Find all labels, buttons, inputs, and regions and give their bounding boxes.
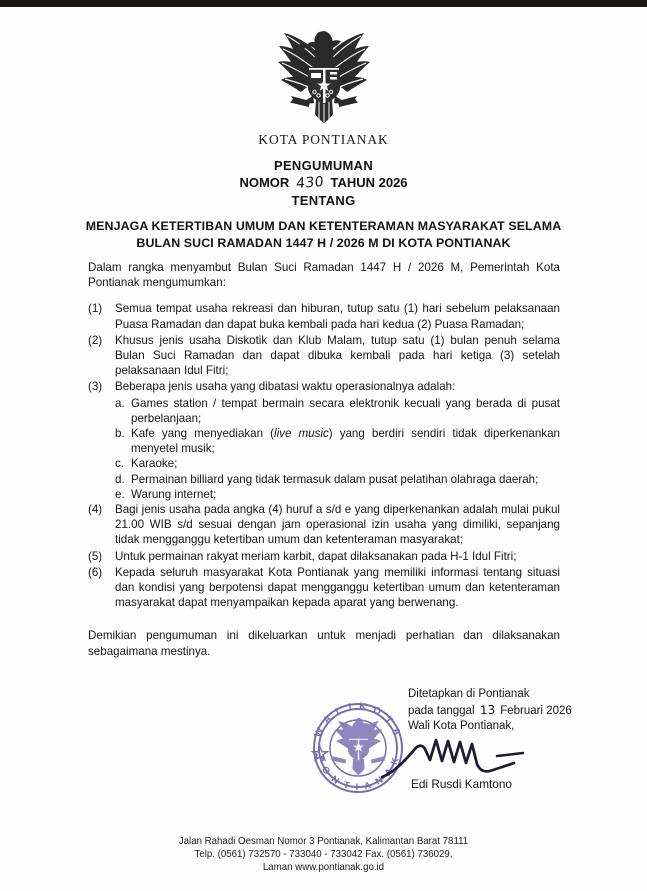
numbered-item-4 xyxy=(88,502,560,548)
sub-item-marker: a. xyxy=(115,396,125,410)
emblem-container xyxy=(0,25,647,130)
numbered-item-5 xyxy=(88,549,560,564)
subject-line-1: MENJAGA KETERTIBAN UMUM DAN KETENTERAMAN MASYARAKAT SELAMA xyxy=(85,219,562,233)
sub-item-text-before: Games station / tempat bermain secara elektronik kecuali yang berada di pusat perbelanjaan; xyxy=(131,396,560,425)
organization-name: KOTA PONTIANAK xyxy=(258,132,389,147)
sub-item-text-italic: live music xyxy=(274,427,329,441)
numbered-item-3 xyxy=(88,379,560,394)
signature-title: Wali Kota Pontianak, xyxy=(408,720,515,732)
item-text: Semua tempat usaha rekreasi dan hiburan, tutup satu (1) hari sebelum pelaksanaan Puasa Ramadan dan dapat buka kembali pada hari kedua (2) Puasa Ramadan; xyxy=(115,302,560,331)
sub-item-text-before: Warung internet; xyxy=(131,487,217,501)
item-text: Untuk permainan rakyat meriam karbit, dapat dilaksanakan pada H-1 Idul Fitri; xyxy=(115,549,517,563)
sub-item-text xyxy=(131,472,560,487)
numbered-item-6 xyxy=(88,565,560,611)
sub-item-marker: c. xyxy=(115,457,125,471)
footer-address: Jalan Rahadi Oesman Nomor 3 Pontianak, Kalimantan Barat 78111 xyxy=(178,836,469,847)
sub-item-list xyxy=(115,396,560,502)
svg-text:P O N T I A N A K: P O N T I A N A K xyxy=(313,754,403,794)
signature-date-value-handwritten: 13 xyxy=(479,702,496,717)
sub-item-text xyxy=(131,426,560,456)
document-body xyxy=(88,260,560,670)
tahun-label: TAHUN 2026 xyxy=(330,175,408,190)
sub-item-marker: d. xyxy=(115,472,125,486)
garuda-pancasila-emblem xyxy=(271,25,377,125)
document-footer xyxy=(0,835,647,874)
sub-item-marker: e. xyxy=(115,487,125,501)
item-marker: (3) xyxy=(88,380,103,394)
sub-item-text-before: Karaoke; xyxy=(131,457,178,471)
document-subject xyxy=(0,218,647,251)
signature-place: Ditetapkan di Pontianak xyxy=(408,688,530,700)
sub-item-text-before: Permainan billiard yang tidak termasuk dalam pusat pelatihan olahraga daerah; xyxy=(131,472,539,486)
item-text: Khusus jenis usaha Diskotik dan Klub Malam, tutup satu (1) bulan penuh selama Bulan Suci Ramadan dan dapat dibuka kembali pada hari ketiga (3) setelah pelaksanaan Idul Fitri; xyxy=(115,333,560,378)
nomor-value-handwritten: 430 xyxy=(295,173,325,193)
signature-date-line xyxy=(408,703,608,720)
item-text: Bagi jenis usaha pada angka (4) huruf a s/d e yang diperkenankan adalah mulai pukul 21.00 WIB s/d sesuai dengan jam operasional izin usaha yang dimiliki, sepanjang tidak mengganggu ketertiban umum dan ketenteraman masyarakat; xyxy=(115,503,560,547)
item-text: Beberapa jenis usaha yang dibatasi waktu operasionalnya adalah: xyxy=(115,380,456,394)
document-type: PENGUMUMAN xyxy=(273,158,374,173)
sub-item-b xyxy=(115,426,560,456)
paper-surface xyxy=(0,7,647,891)
subject-line-2: BULAN SUCI RAMADAN 1447 H / 2026 M DI KOTA PONTIANAK xyxy=(136,235,511,250)
footer-phone: Telp. (0561) 732570 - 733040 - 733042 Fax. (0561) 736029, xyxy=(194,849,453,860)
item-marker: (1) xyxy=(88,302,103,316)
item-marker: (2) xyxy=(88,333,103,347)
title-block xyxy=(0,157,647,251)
tentang-label: TENTANG xyxy=(291,193,356,208)
signature-date-prefix: pada tanggal xyxy=(408,704,475,717)
closing-paragraph xyxy=(88,628,560,658)
closing-part-1: Demikian pengumuman ini dikeluarkan untuk menjadi perhatian xyxy=(88,629,455,643)
sub-item-c xyxy=(115,456,560,471)
footer-website: Laman www.pontianak.go.id xyxy=(262,862,385,873)
item-marker: (6) xyxy=(88,565,103,579)
closing-part-2: dan dilaksanakan sebagaimana mestinya. xyxy=(88,629,561,658)
item-marker: (4) xyxy=(88,503,103,517)
numbered-item-2 xyxy=(88,333,560,379)
sub-item-a xyxy=(115,396,560,426)
nomor-label: NOMOR xyxy=(239,175,290,190)
item-marker: (5) xyxy=(88,549,103,563)
sub-item-text xyxy=(131,396,560,426)
sub-item-e xyxy=(115,487,560,502)
scan-edge-top xyxy=(0,0,647,7)
item-text: Kepada seluruh masyarakat Kota Pontianak yang memiliki informasi tentang situasi dan kondisi yang berpotensi dapat mengganggu ketertiban umum dan ketenteraman masyarakat dapat menyampaikan kepada aparat yang berwenang. xyxy=(115,565,560,610)
intro-paragraph: Dalam rangka menyambut Bulan Suci Ramadan 1447 H / 2026 M, Pemerintah Kota Pontianak mengumumkan: xyxy=(88,261,560,290)
sub-item-d xyxy=(115,472,560,487)
svg-text:W A L I K O T A: W A L I K O T A xyxy=(312,700,404,740)
sub-item-marker: b. xyxy=(115,427,125,441)
sub-item-text xyxy=(131,456,560,471)
sub-item-text-before: Kafe yang menyediakan ( xyxy=(131,427,275,441)
sub-item-text xyxy=(131,487,560,502)
numbered-item-1 xyxy=(88,301,560,331)
document-number-line xyxy=(0,174,647,192)
signature-date-suffix: Februari 2026 xyxy=(500,704,572,717)
sub-item-text-after: ) yang berdiri sendiri tidak diperkenankan menyetel musik; xyxy=(131,427,561,456)
signatory-name: Edi Rusdi Kamtono xyxy=(411,777,512,791)
